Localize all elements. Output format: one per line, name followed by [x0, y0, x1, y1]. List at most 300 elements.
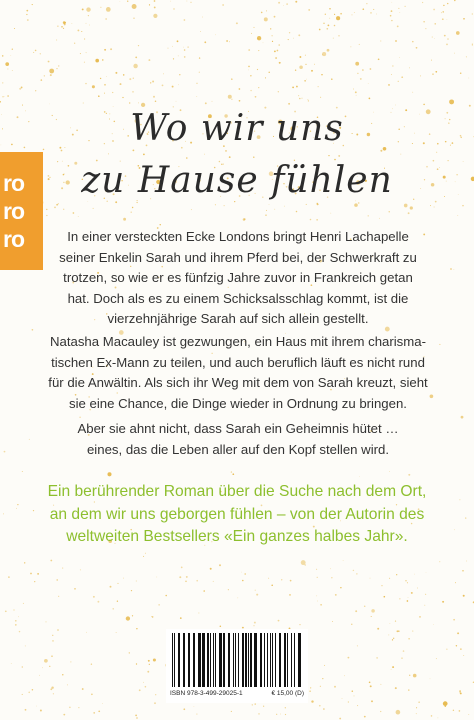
speckle-dot: [306, 204, 307, 205]
barcode-bar: [219, 633, 222, 687]
speckle-dot: [251, 33, 252, 34]
speckle-dot: [397, 26, 399, 28]
speckle-dot: [190, 2, 191, 3]
speckle-dot: [11, 55, 12, 56]
speckle-dot: [318, 86, 319, 87]
speckle-dot: [16, 508, 17, 509]
speckle-dot: [358, 202, 360, 204]
speckle-dot: [409, 68, 410, 69]
speckle-dot: [288, 103, 290, 105]
barcode-bar: [174, 633, 175, 687]
speckle-dot: [133, 18, 134, 19]
speckle-dot: [388, 634, 389, 635]
speckle-dot: [67, 684, 68, 685]
speckle-dot: [357, 73, 358, 74]
speckle-dot: [7, 95, 9, 97]
speckle-dot: [354, 203, 358, 207]
speckle-dot: [423, 21, 424, 22]
speckle-dot: [285, 707, 286, 708]
speckle-dot: [69, 707, 70, 708]
speckle-dot: [362, 8, 364, 10]
speckle-dot: [236, 22, 238, 24]
speckle-dot: [366, 3, 367, 4]
speckle-dot: [268, 578, 269, 579]
speckle-dot: [446, 44, 448, 46]
speckle-dot: [469, 105, 471, 107]
speckle-dot: [239, 100, 241, 102]
speckle-dot: [378, 58, 380, 60]
speckle-dot: [185, 581, 187, 583]
speckle-dot: [132, 91, 133, 92]
speckle-dot: [183, 708, 185, 710]
speckle-dot: [462, 570, 464, 572]
speckle-dot: [284, 206, 285, 207]
speckle-dot: [149, 664, 150, 665]
speckle-dot: [49, 62, 50, 63]
speckle-dot: [28, 692, 30, 694]
speckle-dot: [278, 620, 280, 622]
speckle-dot: [11, 663, 12, 664]
speckle-dot: [354, 12, 355, 13]
speckle-dot: [102, 703, 103, 704]
speckle-dot: [107, 472, 111, 476]
speckle-dot: [46, 215, 47, 216]
speckle-dot: [162, 85, 164, 87]
speckle-dot: [248, 49, 250, 51]
barcode-bar: [235, 633, 236, 687]
speckle-dot: [272, 41, 273, 42]
speckle-dot: [296, 211, 298, 213]
speckle-dot: [132, 4, 137, 9]
speckle-dot: [50, 688, 52, 690]
speckle-dot: [439, 561, 440, 562]
speckle-dot: [369, 98, 371, 100]
speckle-dot: [342, 698, 343, 699]
speckle-dot: [371, 609, 375, 613]
speckle-dot: [459, 710, 461, 712]
speckle-dot: [274, 209, 275, 210]
speckle-dot: [389, 471, 390, 472]
speckle-dot: [44, 659, 48, 663]
speckle-dot: [163, 74, 164, 75]
logo-line-2: ro: [3, 198, 24, 224]
speckle-dot: [81, 31, 82, 32]
speckle-dot: [416, 47, 418, 49]
speckle-dot: [248, 70, 249, 71]
speckle-dot: [295, 1, 297, 3]
speckle-dot: [225, 150, 227, 152]
speckle-dot: [356, 95, 357, 96]
speckle-dot: [34, 581, 35, 582]
speckle-dot: [390, 623, 391, 624]
barcode-bar: [270, 633, 271, 687]
speckle-dot: [308, 100, 309, 101]
barcode-bar: [267, 633, 268, 687]
speckle-dot: [112, 92, 113, 93]
speckle-dot: [212, 101, 213, 102]
blurb-line: eines, das die Leben aller auf den Kopf stellen wird.: [86, 441, 390, 457]
speckle-dot: [376, 657, 378, 659]
blurb-line: tischen Ex-Mann zu teilen, und auch beruflich läuft es nicht rund: [51, 354, 425, 370]
speckle-dot: [148, 660, 150, 662]
speckle-dot: [334, 25, 336, 27]
speckle-dot: [319, 29, 321, 31]
speckle-dot: [136, 580, 137, 581]
speckle-dot: [88, 201, 89, 202]
speckle-dot: [396, 574, 397, 575]
speckle-dot: [356, 573, 357, 574]
speckle-dot: [265, 77, 266, 78]
speckle-dot: [453, 710, 454, 711]
speckle-dot: [444, 35, 446, 37]
speckle-dot: [416, 707, 417, 708]
speckle-dot: [49, 666, 50, 667]
speckle-dot: [83, 103, 84, 104]
speckle-dot: [420, 75, 421, 76]
speckle-dot: [408, 638, 410, 640]
speckle-dot: [33, 52, 34, 53]
speckle-dot: [311, 70, 313, 72]
speckle-dot: [255, 590, 256, 591]
speckle-dot: [338, 35, 340, 37]
speckle-dot: [86, 23, 87, 24]
speckle-dot: [22, 471, 23, 472]
speckle-dot: [253, 157, 254, 158]
speckle-dot: [53, 693, 54, 694]
speckle-dot: [179, 74, 180, 75]
speckle-dot: [423, 104, 425, 106]
barcode-bar: [291, 633, 292, 687]
barcode-bar: [264, 633, 265, 687]
speckle-dot: [353, 88, 354, 89]
speckle-dot: [85, 83, 86, 84]
speckle-dot: [187, 1, 188, 2]
speckle-dot: [5, 62, 9, 66]
speckle-dot: [153, 14, 157, 18]
speckle-dot: [250, 75, 251, 76]
speckle-dot: [21, 86, 23, 88]
speckle-dot: [148, 59, 150, 61]
speckle-dot: [328, 155, 329, 156]
speckle-dot: [266, 210, 267, 211]
speckle-dot: [405, 580, 406, 581]
speckle-dot: [40, 53, 41, 54]
speckle-dot: [324, 665, 325, 666]
speckle-dot: [239, 88, 241, 90]
blurb-line: Aber sie ahnt nicht, dass Sarah ein Geheimnis hütet …: [77, 421, 399, 436]
speckle-dot: [131, 212, 132, 213]
barcode-bar: [188, 633, 190, 687]
speckle-dot: [308, 9, 310, 11]
speckle-dot: [143, 556, 144, 557]
speckle-dot: [254, 27, 255, 28]
speckle-dot: [425, 28, 426, 29]
speckle-dot: [229, 41, 230, 42]
speckle-dot: [123, 74, 125, 76]
speckle-dot: [332, 621, 333, 622]
speckle-dot: [456, 31, 460, 35]
speckle-dot: [443, 5, 444, 6]
speckle-dot: [61, 150, 63, 152]
speckle-dot: [280, 714, 281, 715]
barcode-bar: [223, 633, 225, 687]
speckle-dot: [36, 706, 37, 707]
speckle-dot: [447, 38, 449, 40]
speckle-dot: [409, 675, 410, 676]
speckle-dot: [215, 204, 216, 205]
speckle-dot: [84, 38, 85, 39]
speckle-dot: [63, 209, 64, 210]
speckle-dot: [79, 416, 81, 418]
speckle-dot: [472, 44, 473, 45]
speckle-dot: [49, 69, 54, 74]
speckle-dot: [395, 620, 396, 621]
speckle-dot: [301, 98, 302, 99]
barcode-icon: [166, 629, 308, 689]
speckle-dot: [35, 90, 36, 91]
speckle-dot: [229, 156, 231, 158]
speckle-dot: [322, 52, 326, 56]
speckle-dot: [100, 7, 101, 8]
speckle-dot: [27, 19, 29, 21]
barcode-bar: [233, 633, 234, 687]
speckle-dot: [46, 621, 47, 622]
speckle-dot: [255, 96, 257, 98]
speckle-dot: [401, 657, 402, 658]
green-tagline: [30, 481, 444, 549]
speckle-dot: [258, 50, 259, 51]
speckle-dot: [123, 578, 124, 579]
speckle-dot: [113, 608, 114, 609]
speckle-dot: [436, 658, 437, 659]
speckle-dot: [44, 75, 45, 76]
speckle-dot: [133, 64, 137, 68]
speckle-dot: [434, 38, 435, 39]
speckle-dot: [97, 601, 99, 603]
speckle-dot: [258, 87, 259, 88]
speckle-dot: [183, 47, 184, 48]
speckle-dot: [149, 4, 150, 5]
speckle-dot: [463, 595, 465, 597]
speckle-dot: [348, 701, 349, 702]
tagline-line: weltweiten Bestsellers «Ein ganzes halbes Jahr».: [66, 528, 408, 545]
speckle-dot: [454, 53, 455, 54]
barcode-bar: [178, 633, 180, 687]
speckle-dot: [29, 439, 30, 440]
speckle-dot: [158, 604, 159, 605]
speckle-dot: [178, 84, 179, 85]
speckle-dot: [58, 65, 59, 66]
speckle-dot: [88, 15, 89, 16]
speckle-dot: [51, 655, 53, 657]
speckle-dot: [194, 706, 195, 707]
barcode-bar: [215, 633, 216, 687]
speckle-dot: [457, 632, 459, 634]
speckle-dot: [93, 712, 95, 714]
speckle-dot: [331, 78, 333, 80]
speckle-dot: [56, 68, 57, 69]
speckle-dot: [468, 714, 469, 715]
speckle-dot: [371, 700, 373, 702]
speckle-dot: [122, 97, 123, 98]
speckle-dot: [84, 62, 85, 63]
speckle-dot: [117, 583, 118, 584]
speckle-dot: [58, 203, 59, 204]
speckle-dot: [270, 28, 271, 29]
speckle-dot: [254, 625, 255, 626]
speckle-dot: [285, 714, 286, 715]
speckle-dot: [129, 78, 131, 80]
speckle-dot: [289, 594, 291, 596]
speckle-dot: [299, 624, 300, 625]
speckle-dot: [179, 576, 181, 578]
speckle-dot: [399, 12, 400, 13]
speckle-dot: [49, 104, 50, 105]
speckle-dot: [413, 674, 417, 678]
speckle-dot: [154, 6, 156, 8]
speckle-dot: [380, 711, 381, 712]
speckle-dot: [72, 23, 73, 24]
speckle-dot: [395, 105, 396, 106]
speckle-dot: [310, 687, 311, 688]
speckle-dot: [187, 46, 188, 47]
speckle-dot: [380, 684, 381, 685]
speckle-dot: [305, 64, 306, 65]
speckle-dot: [340, 587, 341, 588]
blurb-line: hat. Doch als es zu einem Schicksalsschlag kommt, ist die: [67, 290, 409, 306]
speckle-dot: [455, 582, 456, 583]
speckle-dot: [320, 604, 322, 606]
logo-line-1: ro: [3, 170, 24, 196]
speckle-dot: [388, 84, 390, 86]
speckle-dot: [317, 601, 318, 602]
speckle-dot: [441, 12, 442, 13]
speckle-dot: [333, 38, 334, 39]
speckle-dot: [339, 718, 341, 720]
speckle-dot: [165, 595, 167, 597]
speckle-dot: [155, 100, 157, 102]
speckle-dot: [400, 154, 401, 155]
speckle-dot: [176, 101, 177, 102]
speckle-dot: [355, 91, 357, 93]
speckle-dot: [278, 44, 280, 46]
speckle-dot: [132, 615, 133, 616]
speckle-dot: [139, 689, 141, 691]
speckle-dot: [329, 8, 331, 10]
speckle-dot: [132, 149, 134, 151]
speckle-dot: [147, 671, 149, 673]
speckle-dot: [454, 529, 455, 530]
speckle-dot: [377, 628, 379, 630]
speckle-dot: [151, 616, 152, 617]
speckle-dot: [392, 639, 393, 640]
speckle-dot: [108, 153, 109, 154]
speckle-dot: [173, 8, 174, 9]
speckle-dot: [271, 35, 272, 36]
barcode-bar: [279, 633, 281, 687]
speckle-dot: [320, 686, 321, 687]
speckle-dot: [403, 650, 405, 652]
speckle-dot: [150, 82, 151, 83]
speckle-dot: [278, 91, 279, 92]
speckle-dot: [362, 69, 364, 71]
speckle-dot: [93, 596, 95, 598]
speckle-dot: [321, 74, 322, 75]
speckle-dot: [433, 9, 435, 11]
speckle-dot: [181, 567, 183, 569]
speckle-dot: [412, 41, 414, 43]
speckle-dot: [62, 568, 63, 569]
speckle-dot: [104, 84, 106, 86]
speckle-dot: [257, 36, 261, 40]
speckle-dot: [232, 473, 234, 475]
speckle-dot: [202, 17, 203, 18]
speckle-dot: [241, 572, 242, 573]
speckle-dot: [395, 40, 397, 42]
speckle-dot: [123, 218, 126, 221]
speckle-dot: [289, 32, 290, 33]
speckle-dot: [338, 155, 340, 157]
speckle-dot: [307, 99, 308, 100]
speckle-dot: [417, 588, 418, 589]
speckle-dot: [35, 50, 37, 52]
speckle-dot: [330, 213, 331, 214]
speckle-dot: [199, 72, 200, 73]
speckle-dot: [136, 202, 137, 203]
speckle-dot: [104, 49, 106, 51]
barcode-bar: [298, 633, 301, 687]
speckle-dot: [311, 700, 313, 702]
speckle-dot: [316, 595, 317, 596]
speckle-dot: [52, 635, 53, 636]
speckle-dot: [446, 649, 447, 650]
speckle-dot: [408, 474, 410, 476]
speckle-dot: [204, 154, 205, 155]
speckle-dot: [449, 99, 454, 104]
speckle-dot: [286, 3, 287, 4]
speckle-dot: [257, 69, 258, 70]
speckle-dot: [204, 41, 206, 43]
speckle-dot: [399, 598, 400, 599]
speckle-dot: [136, 717, 137, 718]
speckle-dot: [309, 691, 310, 692]
speckle-dot: [186, 157, 188, 159]
speckle-dot: [12, 70, 13, 71]
speckle-dot: [117, 601, 118, 602]
speckle-dot: [295, 70, 296, 71]
speckle-dot: [63, 714, 65, 716]
barcode-bar: [193, 633, 195, 687]
speckle-dot: [462, 205, 464, 207]
speckle-dot: [255, 703, 256, 704]
speckle-dot: [2, 96, 3, 97]
speckle-dot: [447, 19, 448, 20]
speckle-dot: [275, 57, 277, 59]
speckle-dot: [408, 212, 410, 214]
speckle-dot: [453, 619, 455, 621]
speckle-dot: [419, 616, 420, 617]
title-line-2: zu Hause fühlen: [81, 160, 393, 201]
speckle-dot: [323, 23, 324, 24]
speckle-dot: [54, 207, 56, 209]
barcode-bar: [272, 633, 273, 687]
speckle-dot: [248, 66, 250, 68]
speckle-dot: [433, 624, 434, 625]
speckle-dot: [131, 590, 132, 591]
speckle-dot: [136, 663, 137, 664]
speckle-dot: [17, 504, 18, 505]
speckle-dot: [167, 48, 168, 49]
